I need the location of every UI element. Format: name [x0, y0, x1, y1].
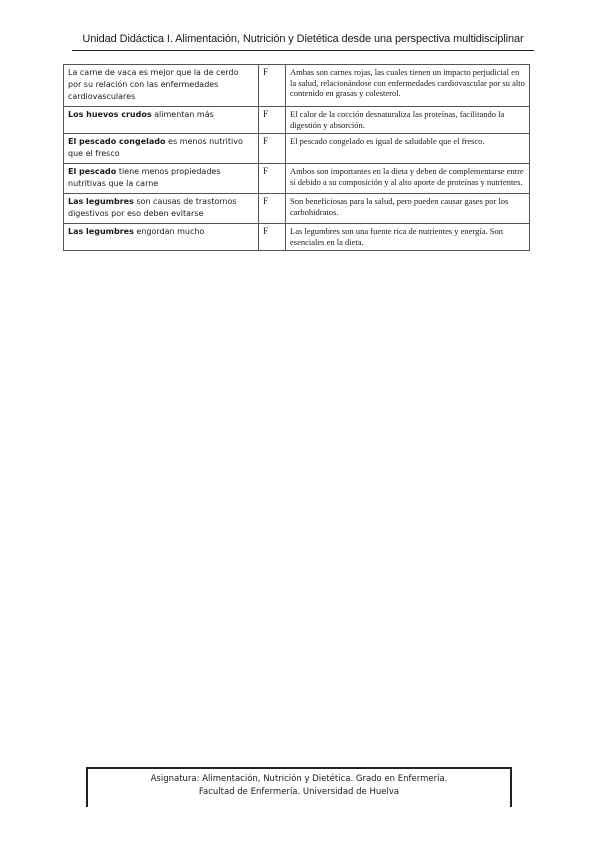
table-row	[64, 194, 530, 224]
table-row	[64, 134, 530, 164]
myth-text: son causas de trastornos digestivos por eso deben evitarse	[68, 197, 237, 218]
answer-cell: F	[259, 65, 286, 107]
explanation-cell: Ambas son carnes rojas, las cuales tienen un impacto perjudicial en la salud, relacionándose con enfermedades cardiovascular por su alto contenido en grasas y colesterol.	[286, 65, 530, 107]
answer-cell: F	[259, 107, 286, 134]
answer-cell: F	[259, 134, 286, 164]
explanation-cell: Las legumbres son una fuente rica de nutrientes y energía. Son esenciales en la dieta.	[286, 224, 530, 251]
myth-text: es menos nutritivo que el fresco	[68, 137, 243, 158]
myth-text: alimentan más	[151, 110, 214, 119]
myth-text: tiene menos propiedades nutritivas que la carne	[68, 167, 221, 188]
footer-course-line: Asignatura: Alimentación, Nutrición y Dietética. Grado en Enfermería.	[150, 774, 448, 784]
table-row	[64, 164, 530, 194]
myths-table	[63, 64, 530, 251]
myth-bold: Los huevos crudos	[68, 110, 152, 119]
table-row	[64, 107, 530, 134]
myth-bold: El pescado congelado	[68, 137, 166, 146]
page-footer	[86, 767, 512, 807]
table-row	[64, 65, 530, 107]
answer-cell: F	[259, 224, 286, 251]
explanation-cell: El calor de la cocción desnaturaliza las proteínas, facilitando la digestión y absorción.	[286, 107, 530, 134]
myth-cell	[64, 164, 259, 194]
myth-text: engordan mucho	[133, 227, 205, 236]
myth-bold: Las legumbres	[68, 227, 134, 236]
myth-text: La carne de vaca es mejor que la de cerdo por su relación con las enfermedades cardiovasculares	[68, 68, 239, 101]
explanation-cell: Ambos son importantes en la dieta y deben de complementarse entre sí debido a su composición y al alto aporte de proteínas y nutrientes.	[286, 164, 530, 194]
page-header: Unidad Didáctica I. Alimentación, Nutrición y Dietética desde una perspectiva multidisciplinar	[82, 33, 524, 45]
explanation-cell: Son beneficiosas para la salud, pero pueden causar gases por los carbohidratos.	[286, 194, 530, 224]
footer-faculty-line: Facultad de Enfermería. Universidad de Huelva	[198, 787, 400, 797]
myth-cell	[64, 224, 259, 251]
myth-bold: El pescado	[68, 167, 117, 176]
header-rule	[72, 50, 534, 51]
myth-cell	[64, 134, 259, 164]
explanation-cell: El pescado congelado es igual de saludable que el fresco.	[286, 134, 530, 164]
myth-cell	[64, 107, 259, 134]
myth-bold: Las legumbres	[68, 197, 134, 206]
table-row	[64, 224, 530, 251]
answer-cell: F	[259, 194, 286, 224]
myth-cell	[64, 65, 259, 107]
answer-cell: F	[259, 164, 286, 194]
myth-cell	[64, 194, 259, 224]
